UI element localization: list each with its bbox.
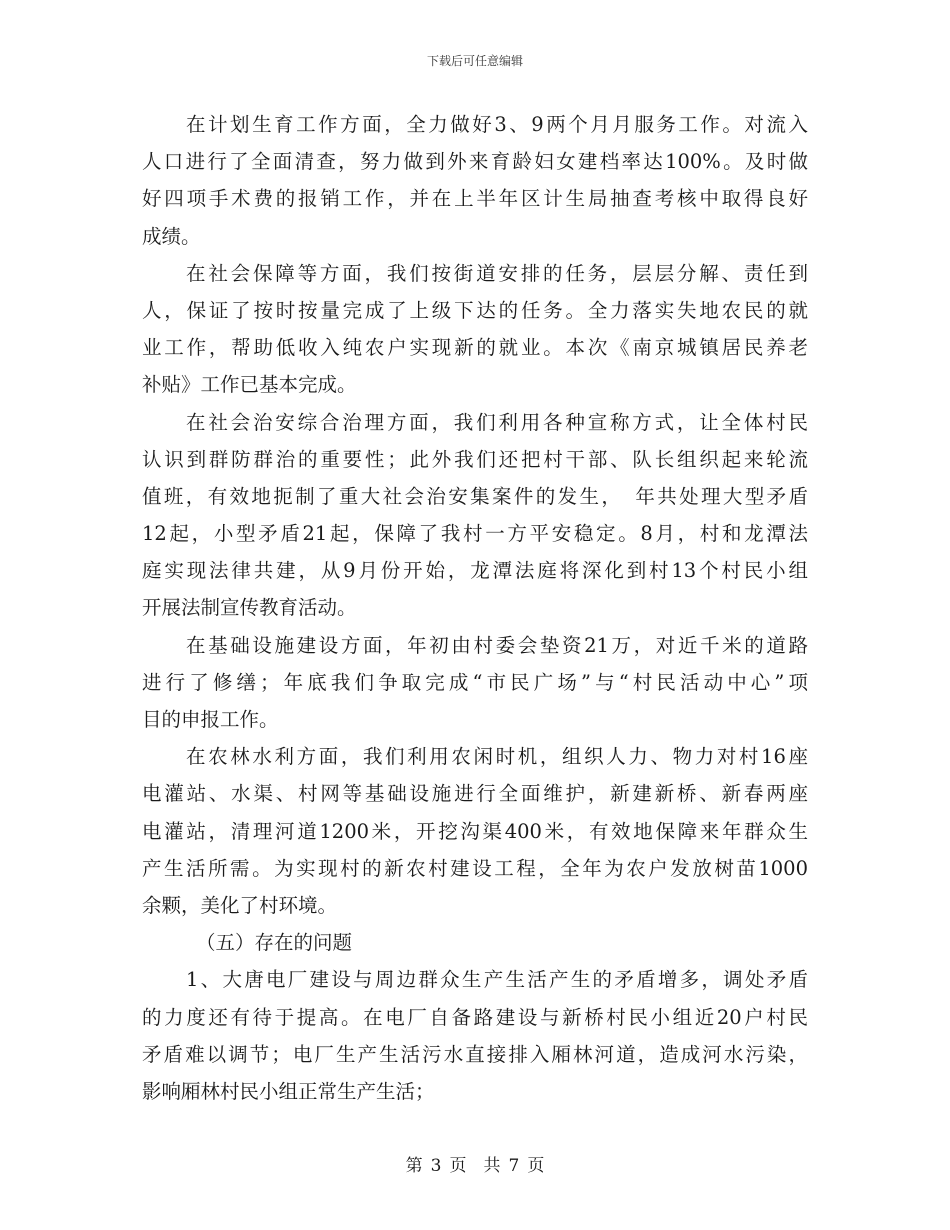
page-suffix: 页: [527, 1156, 545, 1176]
page-prefix: 第: [405, 1156, 423, 1176]
text-line: 进行了修缮；年底我们争取完成“市民广场”与“村民活动中心”项: [142, 670, 808, 694]
text-line: 开展法制宣传教育活动。: [142, 596, 357, 620]
page-footer: [0, 1155, 950, 1177]
section-heading: （五）存在的问题: [196, 931, 353, 955]
text-line: 在基础设施建设方面，年初由村委会垫资21万，对近千米的道路: [186, 633, 808, 657]
text-line: 在农林水利方面，我们利用农闲时机，组织人力、物力对村16座: [186, 745, 808, 769]
text-line: 好四项手术费的报销工作，并在上半年区计生局抽查考核中取得良好: [142, 187, 808, 211]
page-header: 下载后可任意编辑: [426, 54, 523, 68]
text-line: 人，保证了按时按量完成了上级下达的任务。全力落实失地农民的就: [142, 298, 808, 322]
text-line: 的力度还有待于提高。在电厂自备路建设与新桥村民小组近20户村民: [142, 1005, 808, 1029]
text-line: 业工作，帮助低收入纯农户实现新的就业。本次《南京城镇居民养老: [142, 336, 808, 360]
document-body: [142, 106, 808, 1110]
text-line: 目的申报工作。: [142, 708, 279, 731]
text-line: 庭实现法律共建，从9月份开始，龙潭法庭将深化到村13个村民小组: [142, 559, 808, 583]
page-total: 7: [508, 1156, 520, 1176]
text-line: 在计划生育工作方面，全力做好3、9两个月月服务工作。对流入: [186, 113, 808, 136]
text-line: 在社会治安综合治理方面，我们利用各种宣称方式，让全体村民: [186, 410, 808, 434]
text-line: 1、大唐电厂建设与周边群众生产生活产生的矛盾增多，调处矛盾: [186, 968, 808, 992]
text-line: 补贴》工作已基本完成。: [142, 373, 357, 397]
page-number: 3: [430, 1156, 442, 1176]
text-line: 认识到群防群治的重要性；此外我们还把村干部、队长组织起来轮流: [142, 447, 808, 471]
text-line: 成绩。: [142, 224, 201, 248]
page-mid: 页 共: [449, 1156, 501, 1176]
text-line: 在社会保障等方面，我们按街道安排的任务，层层分解、责任到: [186, 261, 808, 285]
text-line: 矛盾难以调节；电厂生产生活污水直接排入厢林河道，造成河水污染，: [142, 1042, 808, 1066]
text-line: 人口进行了全面清查，努力做到外来育龄妇女建档率达100%。及时做: [142, 150, 808, 174]
text-line: 影响厢林村民小组正常生产生活；: [142, 1079, 435, 1103]
text-line: 余颗，美化了村环境。: [142, 893, 338, 917]
text-line: 电灌站，清理河道1200米，开挖沟渠400米，有效地保障来年群众生: [142, 819, 808, 843]
text-line: 值班，有效地扼制了重大社会治安集案件的发生， 年共处理大型矛盾: [142, 484, 808, 508]
text-line: 电灌站、水渠、村网等基础设施进行全面维护，新建新桥、新春两座: [142, 782, 808, 806]
text-line: 12起，小型矛盾21起，保障了我村一方平安稳定。8月，村和龙潭法: [142, 522, 808, 546]
text-line: 产生活所需。为实现村的新农村建设工程，全年为农户发放树苗1000: [142, 856, 808, 880]
